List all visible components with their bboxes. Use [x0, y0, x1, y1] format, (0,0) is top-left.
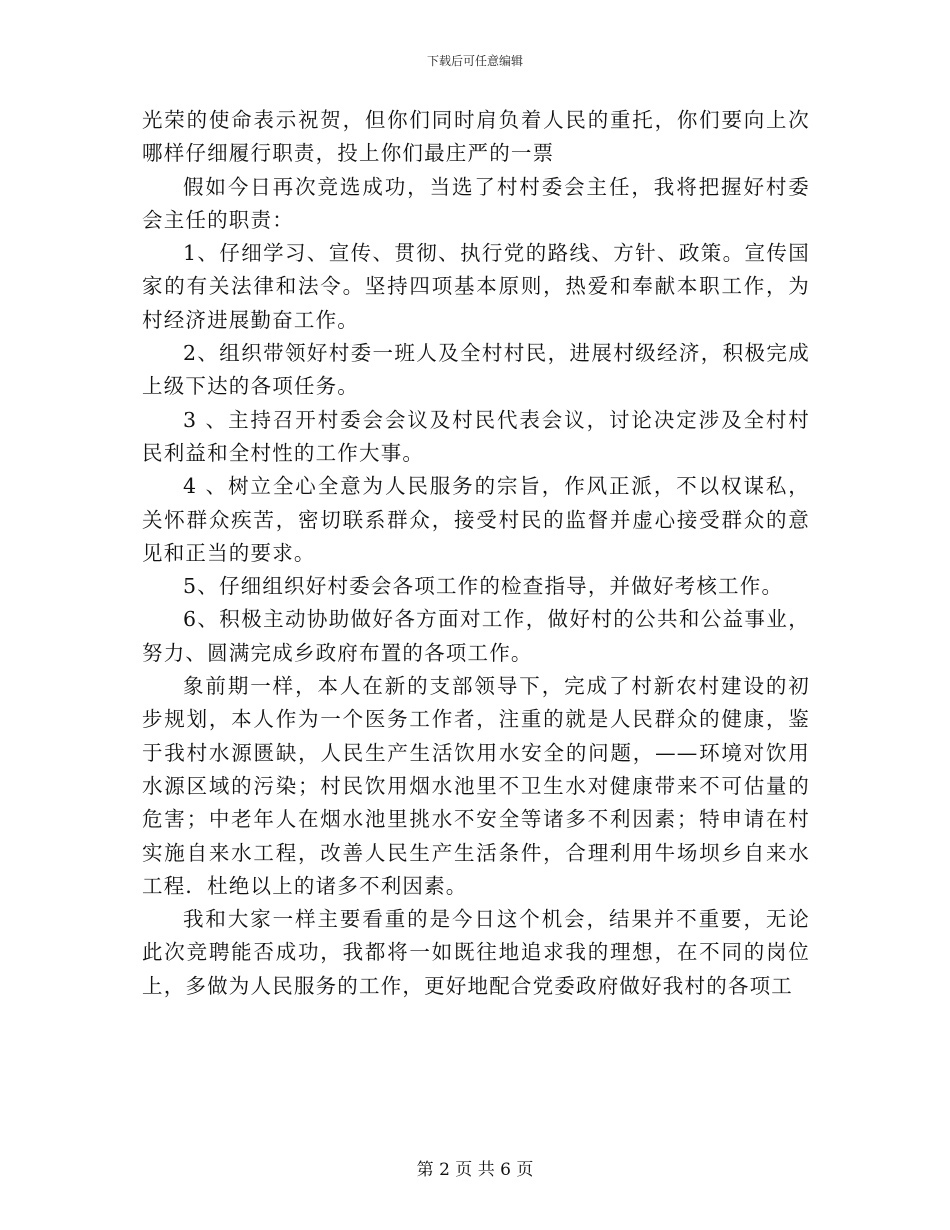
paragraph-duty-6: 6、积极主动协助做好各方面对工作，做好村的公共和公益事业，努力、圆满完成乡政府布置的各项工作。	[142, 607, 810, 665]
paragraph-duty-1: 1、仔细学习、宣传、贯彻、执行党的路线、方针、政策。宣传国家的有关法律和法令。坚持四项基本原则，热爱和奉献本职工作，为村经济进展勤奋工作。	[142, 241, 810, 332]
paragraph-closing: 我和大家一样主要看重的是今日这个机会，结果并不重要，无论此次竞聘能否成功，我都将一如既往地追求我的理想，在不同的岗位上，多做为人民服务的工作，更好地配合党委政府做好我村的各项工	[142, 907, 810, 998]
paragraph-water-project: 象前期一样，本人在新的支部领导下，完成了村新农村建设的初步规划，本人作为一个医务工作者，注重的就是人民群众的健康，鉴于我村水源匮缺，人民生产生活饮用水安全的问题，——环境对饮用水源区域的污染；村民饮用烟水池里不卫生水对健康带来不可估量的危害；中老年人在烟水池里挑水不安全等诸多不利因素；特申请在村实施自来水工程，改善人民生产生活条件，合理利用牛场坝乡自来水工程．杜绝以上的诸多不利因素。	[142, 674, 810, 898]
paragraph-1: 光荣的使命表示祝贺，但你们同时肩负着人民的重托，你们要向上次哪样仔细履行职责，投上你们最庄严的一票	[142, 108, 810, 166]
paragraph-duty-4: 4 、树立全心全意为人民服务的宗旨，作风正派，不以权谋私，关怀群众疾苦，密切联系群众，接受村民的监督并虚心接受群众的意见和正当的要求。	[142, 474, 810, 565]
page-header: 下载后可任意编辑	[426, 54, 523, 68]
page-footer: 第 2 页 共 6 页	[416, 1160, 534, 1180]
paragraph-duty-3: 3 、主持召开村委会会议及村民代表会议，讨论决定涉及全村村民利益和全村性的工作大事。	[142, 407, 810, 465]
paragraph-2: 假如今日再次竞选成功，当选了村村委会主任，我将把握好村委会主任的职责：	[142, 174, 810, 232]
document-body	[142, 104, 810, 1003]
paragraph-duty-5: 5、仔细组织好村委会各项工作的检查指导，并做好考核工作。	[183, 574, 784, 599]
paragraph-duty-2: 2、组织带领好村委一班人及全村村民，进展村级经济，积极完成上级下达的各项任务。	[142, 341, 810, 399]
